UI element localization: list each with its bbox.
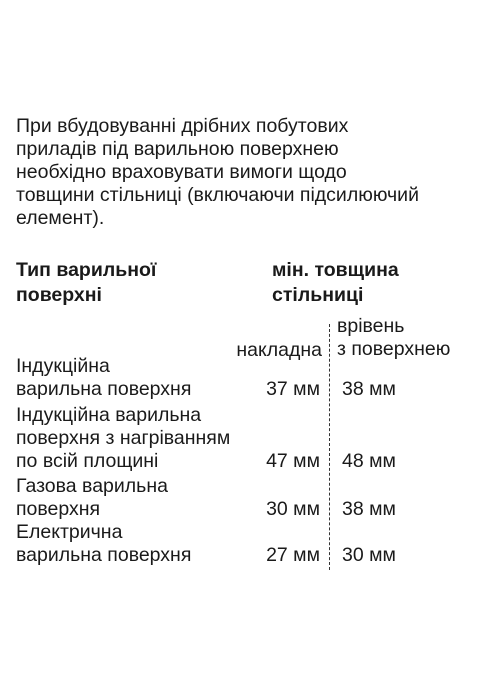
header-hob-type-line: Тип варильної [16, 259, 157, 281]
row-hob-name-line: поверхня з нагріванням [16, 427, 231, 449]
intro-paragraph [16, 115, 486, 230]
intro-line: товщини стільниці (включаючи підсилюючий [16, 184, 419, 206]
header-hob-type [16, 258, 156, 308]
row-hob-name-line: Газова варильна [16, 475, 168, 497]
row-hob-name [16, 355, 191, 401]
row-hob-name-line: Електрична [16, 521, 123, 543]
intro-line: необхідно враховувати вимоги щодо [16, 161, 347, 183]
header-min-thickness [272, 258, 399, 308]
row-overlay-value: 30 мм [266, 498, 320, 520]
intro-line: При вбудовуванні дрібних побутових [16, 115, 349, 137]
row-overlay-value: 37 мм [266, 378, 320, 400]
header-min-thickness-line: мін. товщина [272, 259, 399, 281]
subheader-overlay: накладна [236, 339, 322, 361]
intro-line: приладів під варильною поверхнею [16, 138, 339, 160]
header-min-thickness-line: стільниці [272, 284, 364, 306]
row-hob-name-line: варильна поверхня [16, 544, 192, 566]
row-flush-value: 48 мм [342, 450, 396, 472]
row-hob-name-line: варильна поверхня [16, 378, 192, 400]
row-hob-name [16, 404, 230, 473]
row-hob-name-line: поверхня [16, 498, 101, 520]
intro-line: елемент). [16, 207, 105, 229]
row-hob-name [16, 475, 168, 521]
header-hob-type-line: поверхні [16, 284, 102, 306]
row-overlay-value: 27 мм [266, 544, 320, 566]
subheader-flush [337, 315, 450, 361]
row-hob-name-line: по всій площині [16, 450, 159, 472]
row-flush-value: 38 мм [342, 378, 396, 400]
row-hob-name [16, 521, 191, 567]
row-hob-name-line: Індукційна [16, 355, 110, 377]
row-overlay-value: 47 мм [266, 450, 320, 472]
row-hob-name-line: Індукційна варильна [16, 404, 202, 426]
row-flush-value: 38 мм [342, 498, 396, 520]
subheader-flush-line: врівень [337, 315, 405, 337]
row-flush-value: 30 мм [342, 544, 396, 566]
column-divider [329, 324, 330, 570]
subheader-flush-line: з поверхнею [337, 338, 451, 360]
